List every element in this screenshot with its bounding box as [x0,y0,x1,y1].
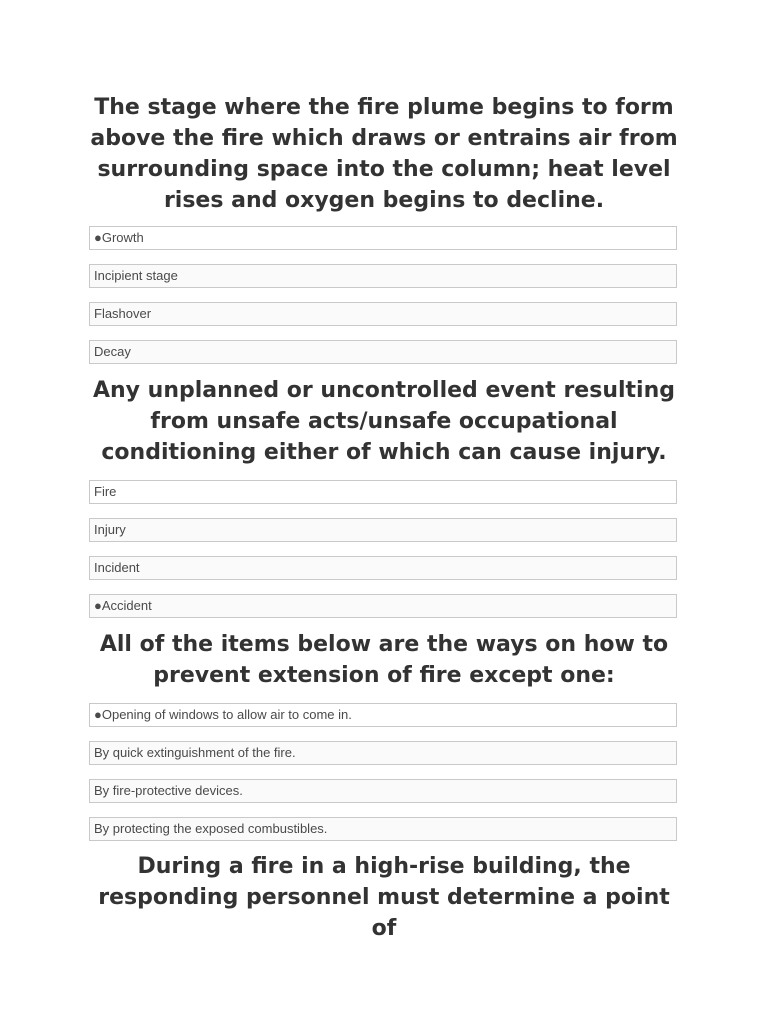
question-3-text: All of the items below are the ways on how to prevent extension of fire except one: [99,632,669,688]
question-2-option-3[interactable]: Incident [89,556,677,580]
question-1-option-2[interactable]: Incipient stage [89,264,677,288]
question-1-text: The stage where the fire plume begins to form above the fire which draws or entrains air from surrounding space into the column; heat level rises and oxygen begins to decline. [90,95,678,213]
question-4-text: During a fire in a high-rise building, the responding personnel must determine a point of [98,854,670,941]
question-2-option-2[interactable]: Injury [89,518,677,542]
question-1-option-4[interactable]: Decay [89,340,677,364]
question-1-option-1[interactable]: ●Growth [89,226,677,250]
question-3-option-1[interactable]: ●Opening of windows to allow air to come in. [89,703,677,727]
question-1-option-3[interactable]: Flashover [89,302,677,326]
question-3-option-3[interactable]: By fire-protective devices. [89,779,677,803]
question-2-option-1[interactable]: Fire [89,480,677,504]
question-3-option-4[interactable]: By protecting the exposed combustibles. [89,817,677,841]
question-2-option-4[interactable]: ●Accident [89,594,677,618]
question-3-option-2[interactable]: By quick extinguishment of the fire. [89,741,677,765]
question-2-text: Any unplanned or uncontrolled event resulting from unsafe acts/unsafe occupational conditioning either of which can cause injury. [92,378,675,465]
